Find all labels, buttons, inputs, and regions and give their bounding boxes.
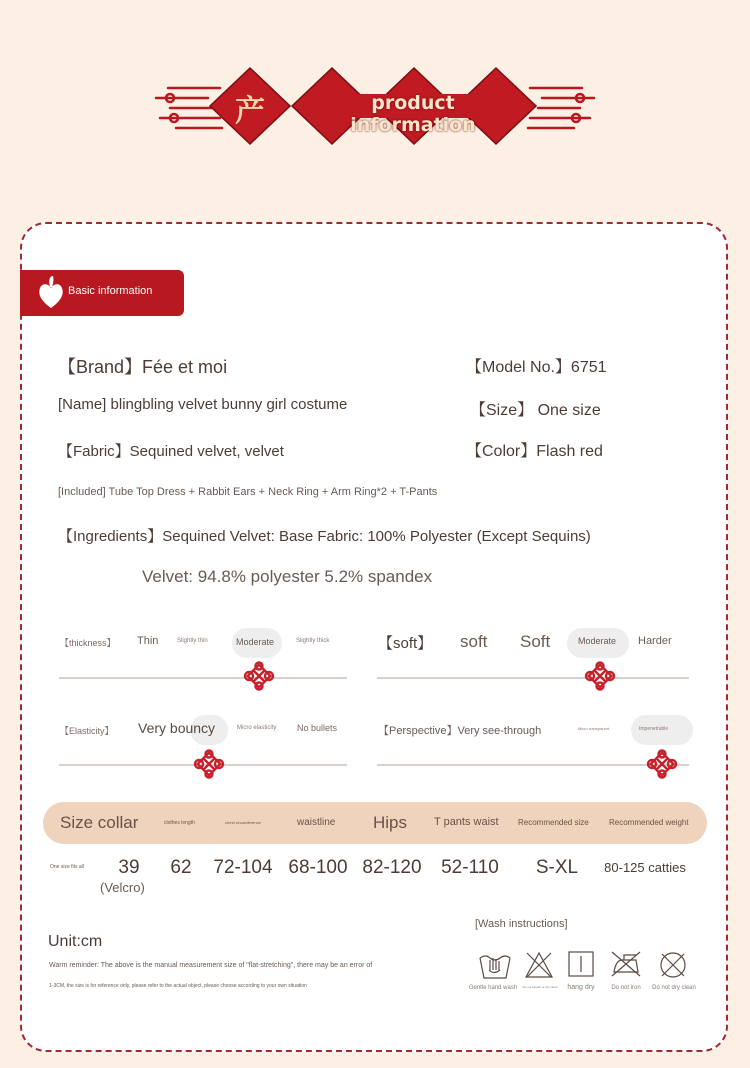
soft-track <box>377 677 689 679</box>
size-header: Size collar <box>60 813 139 832</box>
name-line: [Name] blingbling velvet bunny girl costume <box>58 396 348 413</box>
fabric-line: 【Fabric】Sequined velvet, velvet <box>58 443 284 460</box>
size-row-label: One size fits all <box>50 864 84 870</box>
badge-label: Basic information <box>68 285 153 297</box>
basic-info-badge <box>20 270 184 316</box>
wash-label: Do not iron <box>611 985 641 991</box>
thickness-label: 【thickness】 <box>60 638 116 648</box>
model-line: 【Model No.】6751 <box>466 359 607 376</box>
warm-reminder: Warm reminder: The above is the manual measurement size of "flat-stretching", there may be an error of <box>49 962 373 969</box>
size-header: clothes length <box>164 820 195 826</box>
ingredients-line: 【Ingredients】Sequined Velvet: Base Fabric: 100% Polyester (Except Sequins) <box>58 528 591 545</box>
no-iron-icon <box>610 950 642 978</box>
hang-dry-icon <box>567 950 595 978</box>
perspective-track <box>377 764 689 766</box>
color-line: 【Color】Flash red <box>466 443 603 460</box>
hand-wash-icon <box>478 950 512 980</box>
size-line: 【Size】 One size <box>470 402 601 419</box>
soft-marker-knot-icon <box>584 661 616 691</box>
page-title: product information <box>350 92 476 136</box>
wash-label: Do not dry clean <box>652 985 696 991</box>
size-value: 82-120 <box>362 857 422 878</box>
size-value: 72-104 <box>213 857 273 878</box>
thickness-option: Slightly thick <box>296 638 330 644</box>
size-header: waistline <box>297 817 336 828</box>
size-header: Recommended weight <box>609 818 689 827</box>
elasticity-option: No bullets <box>297 723 338 733</box>
perspective-option: Impenetrable <box>639 726 669 732</box>
velvet-line: Velvet: 94.8% polyester 5.2% spandex <box>142 567 433 586</box>
thickness-option: Thin <box>137 635 159 647</box>
size-value: 62 <box>170 857 192 878</box>
size-value: S-XL <box>535 857 579 878</box>
perspective-label: 【Perspective】Very see-through <box>378 725 542 737</box>
soft-label: 【soft】 <box>378 635 433 652</box>
thickness-option: Moderate <box>236 637 275 647</box>
size-value: 39 <box>118 857 140 878</box>
soft-option: Moderate <box>578 636 617 646</box>
elasticity-marker-knot-icon <box>193 749 225 779</box>
warm-reminder-cont: 1-3CM, the size is for reference only, please refer to the actual object, please choose according to your own situation <box>49 983 307 989</box>
size-header: chest circumference <box>225 820 261 825</box>
elasticity-option: Very bouncy <box>138 720 216 736</box>
perspective-marker-knot-icon <box>646 749 678 779</box>
thickness-track <box>59 677 347 679</box>
size-value: 80-125 catties <box>604 860 686 875</box>
header-character: 产 <box>235 94 265 129</box>
rabbit-heart-icon <box>36 274 66 310</box>
soft-option: Soft <box>520 632 551 651</box>
wash-label: Do not bleach or dry clean <box>522 985 558 989</box>
brand-line: 【Brand】Fée et moi <box>58 357 228 377</box>
velcro-note: (Velcro) <box>100 880 145 895</box>
unit-label: Unit:cm <box>48 933 103 950</box>
soft-option: Harder <box>638 635 672 647</box>
no-dry-clean-icon <box>658 950 688 980</box>
thickness-option: Slightly thin <box>177 638 208 644</box>
no-bleach-icon <box>524 950 554 980</box>
wash-label: Gentle hand wash <box>468 985 518 991</box>
size-header: T pants waist <box>434 816 499 828</box>
included-line: [Included] Tube Top Dress + Rabbit Ears + Neck Ring + Arm Ring*2 + T-Pants <box>58 486 438 498</box>
elasticity-label: 【Elasticity】 <box>60 726 114 736</box>
size-header: Hips <box>373 813 408 832</box>
size-header: Recommended size <box>518 818 589 827</box>
perspective-option: Micro transparent <box>578 726 610 731</box>
soft-option: soft <box>460 632 488 651</box>
thickness-marker-knot-icon <box>243 661 275 691</box>
wash-label: hang dry <box>567 984 595 991</box>
wash-title: [Wash instructions] <box>475 918 568 930</box>
size-value: 52-110 <box>441 857 499 878</box>
elasticity-option: Micro elasticity <box>237 725 277 731</box>
size-value: 68-100 <box>288 857 348 878</box>
